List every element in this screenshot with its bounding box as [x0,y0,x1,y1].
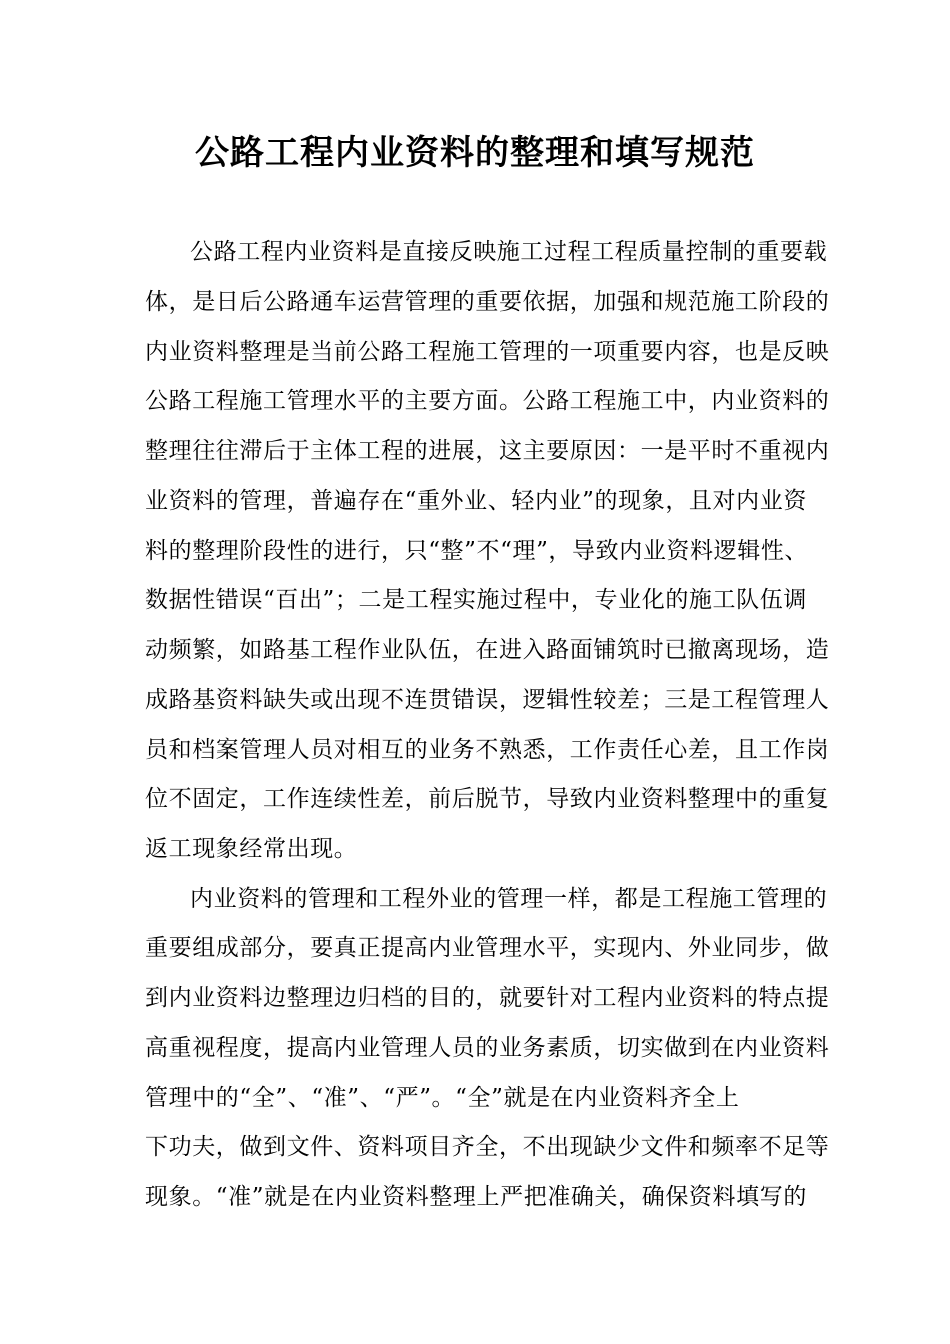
paragraph-2-line-5: 管理中的“全”、“准”、“严”。“全”就是在内业资料齐全上 [145,1085,740,1111]
paragraph-1-line-10: 成路基资料缺失或出现不连贯错误，逻辑性较差；三是工程管理人 [145,687,830,713]
paragraph-2-line-1: 内业资料的管理和工程外业的管理一样，都是工程施工管理的 [190,886,828,912]
paragraph-1-line-12: 位不固定，工作连续性差，前后脱节，导致内业资料整理中的重复 [145,786,830,812]
paragraph-1-line-5: 整理往往滞后于主体工程的进展，这主要原因：一是平时不重视内 [145,438,830,464]
paragraph-1-line-9: 动频繁，如路基工程作业队伍，在进入路面铺筑时已撤离现场，造 [145,637,830,663]
paragraph-1-line-7: 料的整理阶段性的进行，只“整”不“理”，导致内业资料逻辑性、 [145,538,809,564]
paragraph-1-line-8: 数据性错误“百出”；二是工程实施过程中，专业化的施工队伍调 [145,587,807,613]
paragraph-1-line-13: 返工现象经常出现。 [145,836,358,862]
paragraph-2-line-3: 到内业资料边整理边归档的目的，就要针对工程内业资料的特点提 [145,985,830,1011]
paragraph-2-line-7: 现象。“准”就是在内业资料整理上严把准确关，确保资料填写的 [145,1184,807,1210]
paragraph-1-line-4: 公路工程施工管理水平的主要方面。公路工程施工中，内业资料的 [145,388,830,414]
paragraph-1-line-11: 员和档案管理人员对相互的业务不熟悉，工作责任心差，且工作岗 [145,737,830,763]
paragraph-1-line-6: 业资料的管理，普遍存在“重外业、轻内业”的现象，且对内业资 [145,488,807,514]
paragraph-2-line-2: 重要组成部分，要真正提高内业管理水平，实现内、外业同步，做 [145,935,830,961]
paragraph-1-line-1: 公路工程内业资料是直接反映施工过程工程质量控制的重要载 [190,239,828,265]
paragraph-2-line-6: 下功夫，做到文件、资料项目齐全，不出现缺少文件和频率不足等 [145,1134,830,1160]
document-title: 公路工程内业资料的整理和填写规范 [195,133,755,173]
paragraph-1-line-3: 内业资料整理是当前公路工程施工管理的一项重要内容，也是反映 [145,339,830,365]
paragraph-2-line-4: 高重视程度，提高内业管理人员的业务素质，切实做到在内业资料 [145,1035,830,1061]
paragraph-1-line-2: 体，是日后公路通车运营管理的重要依据，加强和规范施工阶段的 [145,289,830,315]
